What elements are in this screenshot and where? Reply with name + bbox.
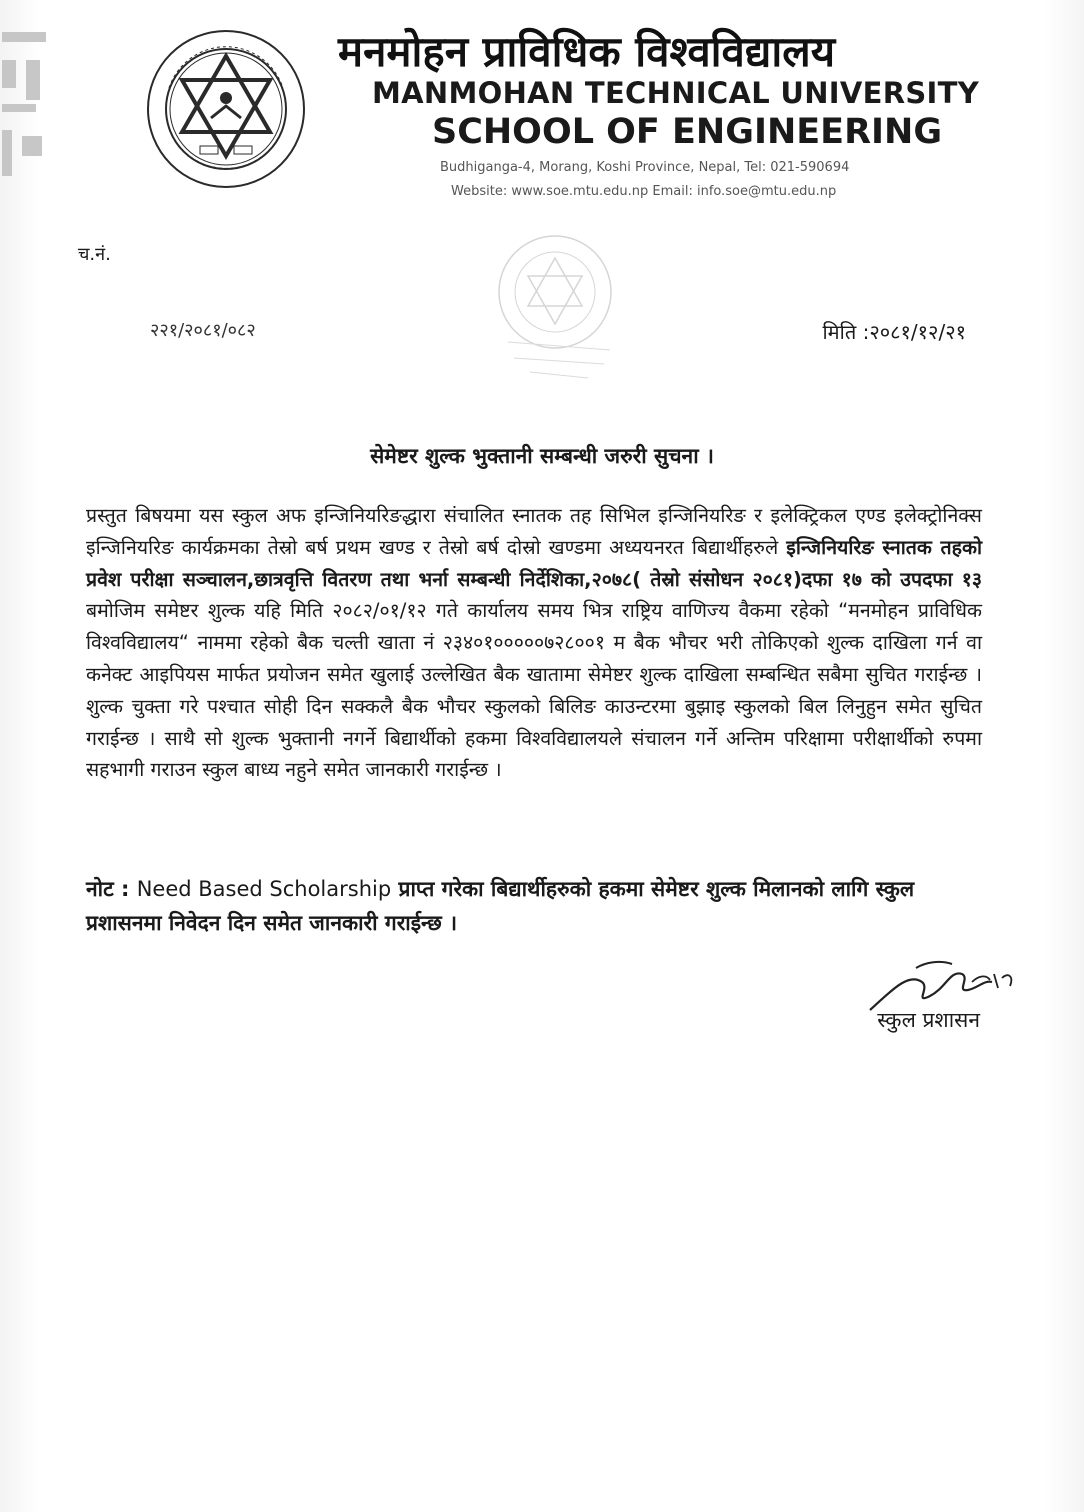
- signatory-title: स्कुल प्रशासन: [877, 1008, 980, 1032]
- letter-date: मिति :२०८१/१२/२१: [822, 320, 966, 344]
- note-label: नोट :: [86, 877, 137, 901]
- school-name: SCHOOL OF ENGINEERING: [432, 112, 943, 152]
- note-paragraph: [86, 872, 986, 940]
- note-text: प्राप्त गरेका बिद्यार्थीहरुको हकमा सेमेष्टर शुल्क मिलानको लागि स्कुल प्रशासनमा निवेदन दिन समेत जानकारी गराईन्छ ।: [86, 877, 915, 935]
- reference-number: २२१/२०८१/०८२: [150, 320, 256, 341]
- note-scholarship-term: Need Based Scholarship: [136, 877, 392, 901]
- body-text-bold-reference: इन्जिनियरिङ स्नातक तहको प्रवेश परीक्षा सञ्चालन,छात्रवृत्ति वितरण तथा भर्ना सम्बन्धी निर्देशिका,२०७८( तेस्रो संसोधन २०८१)दफा १७ को उपदफा १३: [86, 535, 982, 591]
- body-text-part-1: प्रस्तुत बिषयमा यस स्कुल अफ इन्जिनियरिङद्धारा संचालित स्नातक तह सिभिल इन्जिनियरिङ र इलेक्ट्रिकल एण्ड इलेक्ट्रोनिक्स इन्जिनियरिङ कार्यक्रमका तेस्रो बर्ष प्रथम खण्ड र तेस्रो बर्ष दोस्रो खण्डमा अध्ययनरत बिद्यार्थीहरुले: [86, 504, 982, 559]
- page-edge-shadow: [0, 20, 60, 200]
- university-name-nepali: मनमोहन प्राविधिक विश्वविद्यालय: [338, 27, 836, 76]
- faded-stamp: [470, 232, 640, 382]
- university-name-english: MANMOHAN TECHNICAL UNIVERSITY: [372, 76, 980, 110]
- university-logo: [145, 28, 307, 190]
- notice-subject: सेमेष्टर शुल्क भुक्तानी सम्बन्धी जरुरी सुचना ।: [370, 444, 714, 468]
- dispatch-number-label: च.नं.: [78, 244, 111, 265]
- notice-body: [86, 500, 982, 786]
- body-text-part-2: बमोजिम समेष्टर शुल्क यहि मिति २०८२/०१/१२ गते कार्यालय समय भित्र राष्ट्रिय वाणिज्य वैकमा रहेको “मनमोहन प्राविधिक विश्वविद्यालय“ नाममा रहेको बैक चल्ती खाता नं २३४०१०००००७२८००१ म बैक भौचर भरी तोकिएको शुल्क दाखिला गर्न वा कनेक्ट आइपियस मार्फत प्रयोजन समेत खुलाई उल्लेखित बैक खातामा सेमेष्टर शुल्क दाखिला सम्बन्धित सबैमा सुचित गराईन्छ । शुल्क चुक्ता गरे पश्चात सोही दिन सक्कलै बैक भौचर स्कुलको बिलिङ काउन्टरमा बुझाइ स्कुलको बिल लिनुहुन समेत सुचित गराईन्छ । साथै सो शुल्क भुक्तानी नगर्ने बिद्यार्थीको हकमा विश्वविद्यालयले संचालन गर्ने अन्तिम परिक्षामा परीक्षार्थीको रुपमा सहभागी गराउन स्कुल बाध्य नहुने समेत जानकारी गराईन्छ ।: [86, 599, 982, 782]
- address-line: Budhiganga-4, Morang, Koshi Province, Nepal, Tel: 021-590694: [440, 160, 850, 175]
- contact-line: Website: www.soe.mtu.edu.np Email: info.soe@mtu.edu.np: [451, 184, 837, 199]
